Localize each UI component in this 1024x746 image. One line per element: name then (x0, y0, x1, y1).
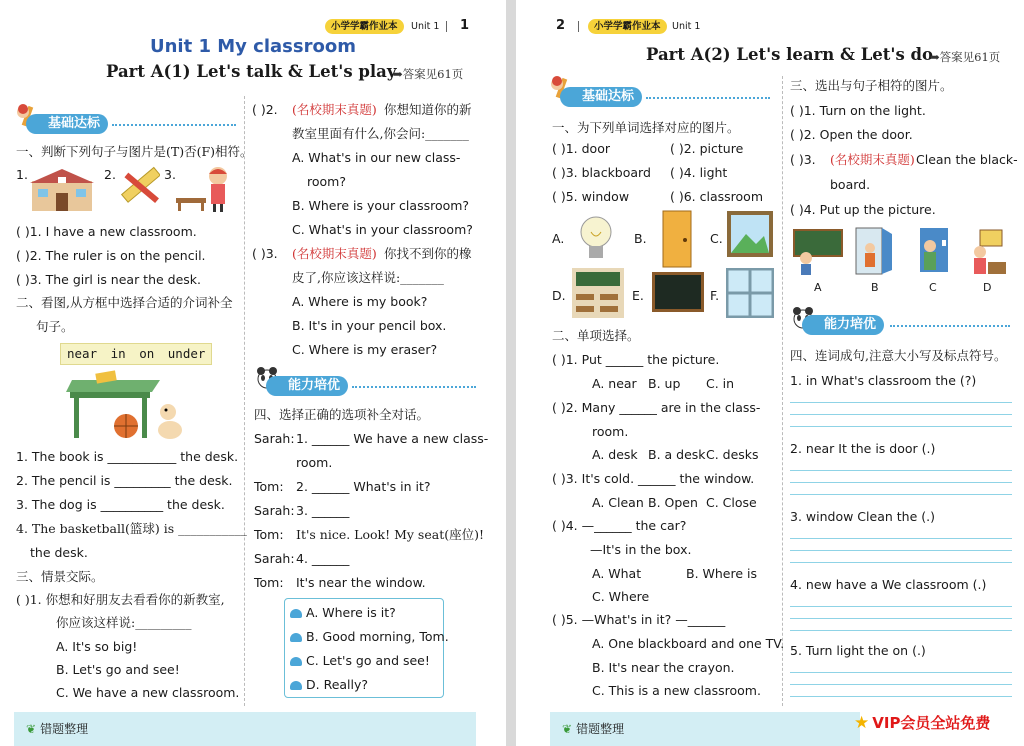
mc-q4-cont: —It's in the box. (590, 542, 692, 557)
open-door-image (852, 226, 896, 280)
unit-label: Unit 1 (672, 21, 701, 32)
q3-1-option-a: A. It's so big! (56, 639, 138, 654)
pic-label-b: B. (634, 231, 647, 246)
unit-title: Unit 1 My classroom (150, 36, 356, 57)
dialog-line-1-cont: room. (296, 455, 333, 470)
page-number: 2 (556, 18, 566, 33)
dialog-line-3: 3. ______ (296, 503, 350, 518)
blackboard-image (652, 272, 704, 316)
picture-frame-image (726, 210, 774, 262)
q1-title: 一、为下列单词选择对应的图片。 (552, 120, 740, 135)
word-item-2: ( )2. picture (670, 141, 744, 156)
q3-1-option-c: C. We have a new classroom. (56, 685, 240, 700)
q2-item-3: 3. The dog is __________ the desk. (16, 497, 225, 512)
q3-3-question-cont: 皮了,你应该这样说:_______ (292, 270, 444, 285)
answer-reference: ➡答案见61页 (393, 67, 464, 81)
leaf-icon: ❦ (562, 722, 573, 736)
leaf-icon: ❦ (26, 722, 37, 736)
mc-q4: ( )4. —______ the car? (552, 518, 687, 533)
q3-3-tag: (名校期末真题) (292, 246, 377, 261)
q3-3-option-c: C. Where is my eraser? (292, 342, 438, 357)
q4-title: 四、选择正确的选项补全对话。 (254, 407, 430, 422)
put-up-picture-image (966, 228, 1010, 280)
window-image (726, 268, 774, 322)
ruler-pencil-image (116, 164, 160, 214)
dialog-speaker-2: Tom: (254, 479, 284, 494)
bullet-icon (290, 681, 302, 690)
q1-item-3: ( )3. The girl is near the desk. (16, 272, 202, 287)
match-item-2: ( )2. Open the door. (790, 127, 913, 142)
pic-label-e: E. (632, 288, 644, 303)
q2-title-cont: 句子。 (36, 319, 74, 334)
mc-q2-opt-a: A. desk (592, 447, 638, 462)
match-item-3-cont: board. (830, 177, 871, 192)
pic-label-a: A. (552, 231, 565, 246)
q3-title: 三、情景交际。 (16, 569, 104, 584)
mc-q5-opt-c: C. This is a new classroom. (592, 683, 761, 698)
mc-q5: ( )5. —What's in it? —______ (552, 612, 726, 627)
right-page (516, 0, 1024, 746)
mc-q1-opt-a: A. near (592, 376, 637, 391)
word-item-6: ( )6. classroom (670, 189, 763, 204)
turn-on-light-image (910, 226, 954, 280)
q3-1-question-cont: 你应该这样说:_________ (56, 615, 192, 630)
match-item-3: Clean the black- (916, 152, 1018, 167)
mc-q4-opt-a: A. What (592, 566, 642, 581)
bullet-icon (290, 633, 302, 642)
word-item-5: ( )5. window (552, 189, 630, 204)
q2-title: 二、看图,从方框中选择合适的介词补全 (16, 295, 233, 310)
q3-1-question: ( )1. 你想和好朋友去看看你的新教室, (16, 592, 225, 607)
pic-label-c: C (929, 281, 937, 294)
part-title: Part A(2) Let's learn & Let's do (646, 45, 934, 64)
q1-pic-num-2: 2. (104, 167, 116, 182)
match-item-4: ( )4. Put up the picture. (790, 202, 936, 217)
q3-3-paren: ( )3. (252, 246, 278, 261)
clean-blackboard-image (792, 228, 844, 280)
section-basic-badge: 基础达标 (560, 87, 642, 107)
book-badge: 小学学霸作业本 (325, 19, 404, 34)
mc-q3: ( )3. It's cold. ______ the window. (552, 471, 755, 486)
school-building-image (30, 167, 94, 217)
q3-1-option-b: B. Let's go and see! (56, 662, 180, 677)
error-notes-footer: ❦ 错题整理 (550, 712, 860, 746)
mc-q3-opt-c: C. Close (706, 495, 757, 510)
mc-q3-opt-a: A. Clean (592, 495, 644, 510)
dialog-option-b: B. Good morning, Tom. (290, 629, 449, 645)
mc-q5-opt-b: B. It's near the crayon. (592, 660, 735, 675)
desk-dog-ball-image (66, 368, 186, 446)
mc-q2-cont: room. (592, 424, 629, 439)
q2-item-1: 1. The book is ___________ the desk. (16, 449, 239, 464)
q3-2-question: 你想知道你的新 (384, 102, 472, 117)
pic-label-d: D. (552, 288, 566, 303)
dialog-speaker-6: Tom: (254, 575, 284, 590)
q3-2-option-c: C. What's in your classroom? (292, 222, 473, 237)
vip-banner[interactable]: ★ VIP会员全站免费 (854, 713, 991, 733)
dialog-line-1: 1. ______ We have a new class- (296, 431, 489, 446)
q1-item-1: ( )1. I have a new classroom. (16, 224, 197, 239)
q1-title: 一、判断下列句子与图片是(T)否(F)相符。 (16, 144, 253, 159)
dialog-option-c: C. Let's go and see! (290, 653, 430, 669)
girl-desk-image (174, 164, 238, 216)
q3-3-question: 你找不到你的橡 (384, 246, 472, 261)
classroom-image (572, 268, 624, 322)
pic-label-f: F. (710, 288, 720, 303)
section-advanced-badge: 能力培优 (802, 315, 884, 335)
answer-reference: ➡答案见61页 (930, 50, 1001, 64)
pic-label-d: D (983, 281, 992, 294)
preposition-word-box: near in on under (60, 343, 212, 365)
scramble-item-5: 5. Turn light the on (.) (790, 643, 926, 658)
bullet-icon (290, 609, 302, 618)
q3-3-option-b: B. It's in your pencil box. (292, 318, 447, 333)
mc-q1-opt-b: B. up (648, 376, 681, 391)
pic-label-a: A (814, 281, 822, 294)
mc-q2-opt-c: C. desks (706, 447, 759, 462)
word-item-3: ( )3. blackboard (552, 165, 651, 180)
page-number: 1 (460, 18, 470, 33)
q2-item-2: 2. The pencil is _________ the desk. (16, 473, 233, 488)
q3-2-option-a: A. What's in our new class- (292, 150, 461, 165)
mc-q4-opt-c: C. Where (592, 589, 650, 604)
part-title: Part A(1) Let's talk & Let's play (106, 62, 397, 81)
q1-pic-num-1: 1. (16, 167, 28, 182)
dialog-line-6: It's near the window. (296, 575, 426, 590)
scramble-item-4: 4. new have a We classroom (.) (790, 577, 987, 592)
q3-2-option-a-cont: room? (307, 174, 346, 189)
word-item-4: ( )4. light (670, 165, 728, 180)
pic-label-c: C. (710, 231, 723, 246)
q2-title: 二、单项选择。 (552, 328, 640, 343)
bullet-icon (290, 657, 302, 666)
section-basic-badge: 基础达标 (26, 114, 108, 134)
dialog-option-a: A. Where is it? (290, 605, 396, 621)
q2-item-4: 4. The basketball(篮球) is ___________ (16, 521, 247, 536)
q3-2-tag: (名校期末真题) (292, 102, 377, 117)
scramble-item-1: 1. in What's classroom the (?) (790, 373, 977, 388)
section-advanced-badge: 能力培优 (266, 376, 348, 396)
match-item-3-tag: (名校期末真题) (830, 152, 915, 167)
error-notes-footer: ❦ 错题整理 (14, 712, 476, 746)
mc-q1-opt-c: C. in (706, 376, 735, 391)
mc-q4-opt-b: B. Where is (686, 566, 758, 581)
dialog-speaker-1: Sarah: (254, 431, 295, 446)
dialog-line-5: 4. ______ (296, 551, 350, 566)
q3-2-option-b: B. Where is your classroom? (292, 198, 470, 213)
dialog-speaker-3: Sarah: (254, 503, 295, 518)
q3-title: 三、选出与句子相符的图片。 (790, 78, 953, 93)
dialog-speaker-4: Tom: (254, 527, 284, 542)
book-badge: 小学学霸作业本 (588, 19, 667, 34)
dialog-speaker-5: Sarah: (254, 551, 295, 566)
word-item-1: ( )1. door (552, 141, 610, 156)
q3-2-paren: ( )2. (252, 102, 278, 117)
left-page (0, 0, 506, 746)
q3-3-option-a: A. Where is my book? (292, 294, 428, 309)
scramble-item-2: 2. near It the is door (.) (790, 441, 936, 456)
scramble-item-3: 3. window Clean the (.) (790, 509, 935, 524)
mc-q2-opt-b: B. a desk (648, 447, 706, 462)
mc-q5-opt-a: A. One blackboard and one TV. (592, 636, 785, 651)
q2-item-4-cont: the desk. (30, 545, 88, 560)
q1-item-2: ( )2. The ruler is on the pencil. (16, 248, 206, 263)
match-item-1: ( )1. Turn on the light. (790, 103, 926, 118)
q3-2-question-cont: 教室里面有什么,你会问:_______ (292, 126, 469, 141)
dialog-line-2: 2. ______ What's in it? (296, 479, 431, 494)
dialog-option-d: D. Really? (290, 677, 368, 693)
star-icon: ★ (854, 713, 870, 733)
light-bulb-image (576, 210, 616, 270)
dialog-line-4: It's nice. Look! My seat(座位)! (296, 527, 485, 542)
q4-title: 四、连词成句,注意大小写及标点符号。 (790, 348, 1007, 363)
mc-q2: ( )2. Many ______ are in the class- (552, 400, 761, 415)
unit-label: Unit 1 (411, 21, 440, 32)
door-image (662, 210, 692, 272)
pic-label-b: B (871, 281, 879, 294)
match-item-3-paren: ( )3. (790, 152, 816, 167)
mc-q1: ( )1. Put ______ the picture. (552, 352, 720, 367)
mc-q3-opt-b: B. Open (648, 495, 698, 510)
q1-pic-num-3: 3. (164, 167, 176, 182)
